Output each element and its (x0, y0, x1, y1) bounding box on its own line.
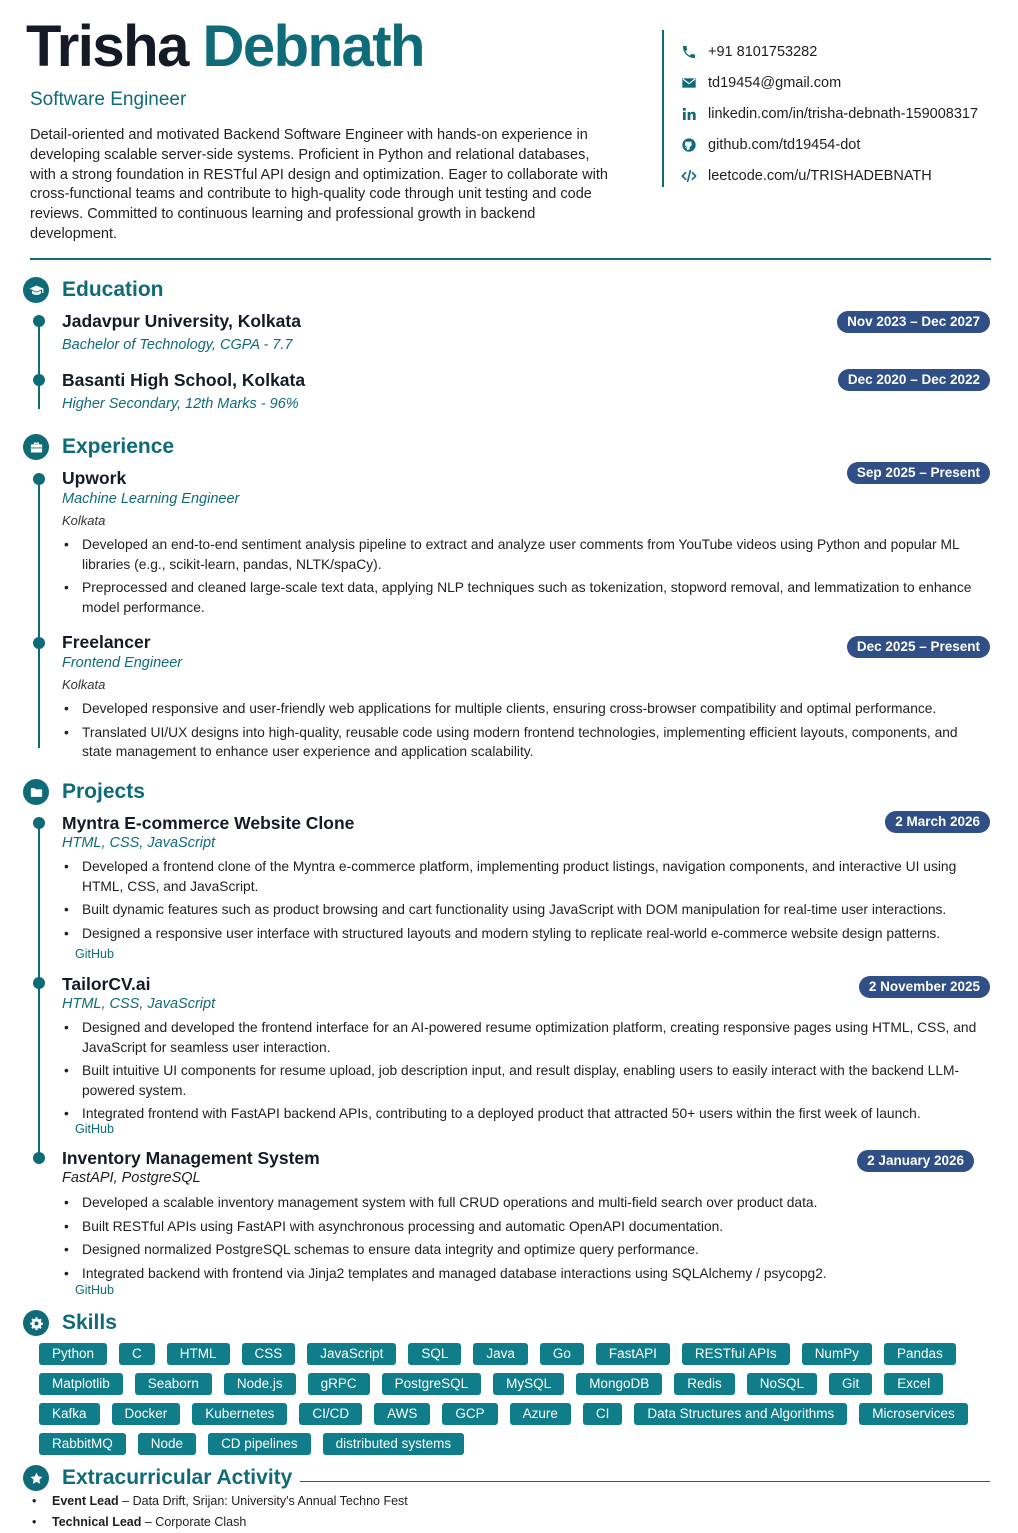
last-name: Debnath (202, 14, 424, 79)
activity-detail: – Data Drift, Srijan: University's Annual Techno Fest (118, 1494, 408, 1508)
list-item: • Integrated frontend with FastAPI backend APIs, contributing to a deployed product that attracted 50+ users within the first week of launch. (62, 1104, 978, 1124)
timeline-dot (33, 637, 45, 649)
date-badge: Dec 2020 – Dec 2022 (838, 369, 990, 391)
contact-email[interactable] (680, 67, 978, 98)
list-item: • Built intuitive UI components for resume upload, job description input, and result display, enabling users to easily interact with the backend LLM-powered system. (62, 1061, 978, 1100)
position-title: Machine Learning Engineer (62, 491, 240, 507)
skill-chip: FastAPI (596, 1343, 670, 1365)
skill-chip: Seaborn (135, 1373, 212, 1395)
section-rule (300, 1481, 990, 1482)
activity-role: Event Lead (52, 1494, 119, 1508)
project-tech: HTML, CSS, JavaScript (62, 835, 216, 851)
skill-chip: Kubernetes (192, 1403, 287, 1425)
school-name: Basanti High School, Kolkata (62, 370, 306, 390)
list-item: • Integrated backend with frontend via Jinja2 templates and managed database interactions using SQLAlchemy / psycopg2. (62, 1264, 978, 1284)
header-divider (662, 30, 664, 187)
timeline-line (38, 478, 40, 748)
briefcase-icon (23, 434, 49, 460)
folder-icon (23, 779, 49, 805)
company-name: Freelancer (62, 632, 151, 652)
list-item: • Built RESTful APIs using FastAPI with asynchronous processing and automatic OpenAPI documentation. (62, 1217, 978, 1237)
skill-chip: MongoDB (576, 1373, 662, 1395)
github-link[interactable]: GitHub (75, 1122, 114, 1136)
github-link[interactable]: GitHub (75, 947, 114, 961)
degree: Higher Secondary, 12th Marks - 96% (62, 396, 299, 412)
timeline-line (38, 321, 40, 409)
graduation-cap-icon (23, 277, 49, 303)
list-item: • Developed responsive and user-friendly web applications for multiple clients, ensuring cross-browser compatibility and optimal performance. (62, 699, 978, 719)
skill-chip: SQL (408, 1343, 461, 1365)
timeline-dot (33, 374, 45, 386)
contact-text: td19454@gmail.com (708, 74, 842, 91)
list-item: • Developed an end-to-end sentiment analysis pipeline to extract and analyze user comments from YouTube videos using Python and popular ML libraries (e.g., scikit-learn, pandas, NLTK/spaCy). (62, 535, 978, 574)
header-rule (30, 258, 991, 260)
linkedin-icon (680, 105, 697, 122)
timeline-dot (33, 1152, 45, 1164)
contact-github[interactable] (680, 129, 978, 160)
skill-chip: NoSQL (747, 1373, 817, 1395)
extracurricular-list (30, 1491, 408, 1533)
list-item (30, 1512, 408, 1533)
list-item: • Preprocessed and cleaned large-scale text data, applying NLP techniques such as tokenization, stopword removal, and lemmatization to enhance model performance. (62, 578, 978, 617)
first-name: Trisha (26, 14, 188, 79)
skill-chip: Python (39, 1343, 107, 1365)
timeline-line (38, 822, 40, 1158)
activity-detail: – Corporate Clash (141, 1515, 247, 1529)
skill-chip: MySQL (493, 1373, 564, 1395)
job-location: Kolkata (62, 677, 106, 692)
timeline-dot (33, 977, 45, 989)
job-role: Software Engineer (30, 89, 187, 110)
skill-chip: Java (473, 1343, 528, 1365)
list-item (30, 1491, 408, 1512)
skill-chip: GCP (442, 1403, 497, 1425)
skill-chip: C (119, 1343, 155, 1365)
bullet-list (62, 1018, 978, 1128)
section-title-skills: Skills (62, 1311, 117, 1334)
github-icon (680, 136, 697, 153)
skill-chip: Redis (674, 1373, 735, 1395)
list-item: • Designed a responsive user interface with structured layouts and modern styling to replicate real-world e-commerce website design patterns. (62, 924, 978, 944)
skill-chip: CI/CD (299, 1403, 362, 1425)
skill-chip: CI (583, 1403, 623, 1425)
project-name: TailorCV.ai (62, 974, 151, 994)
position-title: Frontend Engineer (62, 655, 183, 671)
list-item: • Developed a frontend clone of the Myntra e-commerce platform, implementing product listings, navigation components, and interactive UI using HTML, CSS, and JavaScript. (62, 857, 978, 896)
timeline-dot (33, 817, 45, 829)
date-badge: 2 January 2026 (857, 1150, 974, 1172)
skill-chip: CD pipelines (208, 1433, 311, 1455)
project-name: Myntra E-commerce Website Clone (62, 813, 355, 833)
skill-chip: HTML (167, 1343, 230, 1365)
activity-role: Technical Lead (52, 1515, 142, 1529)
timeline-dot (33, 473, 45, 485)
skill-chip: Excel (884, 1373, 943, 1395)
section-title-extracurricular: Extracurricular Activity (62, 1466, 293, 1489)
contact-text: leetcode.com/u/TRISHADEBNATH (708, 167, 932, 184)
skill-chip: RESTful APIs (682, 1343, 790, 1365)
section-title-experience: Experience (62, 435, 175, 458)
skill-chip: RabbitMQ (39, 1433, 126, 1455)
github-link[interactable]: GitHub (75, 1283, 114, 1297)
star-icon (23, 1465, 49, 1491)
skill-chip: Data Structures and Algorithms (634, 1403, 847, 1425)
list-item: • Designed and developed the frontend interface for an AI-powered resume optimization platform, creating responsive pages using HTML, CSS, and JavaScript for seamless user interaction. (62, 1018, 978, 1057)
skill-chip: gRPC (308, 1373, 370, 1395)
contact-linkedin[interactable] (680, 98, 978, 129)
skill-chip: NumPy (802, 1343, 872, 1365)
company-name: Upwork (62, 468, 127, 488)
skill-chip: Microservices (859, 1403, 968, 1425)
section-title-projects: Projects (62, 780, 145, 803)
skill-chip: PostgreSQL (382, 1373, 482, 1395)
contact-text: github.com/td19454-dot (708, 136, 861, 153)
gear-icon (23, 1310, 49, 1336)
list-item: • Translated UI/UX designs into high-quality, reusable code using modern frontend technologies, implementing efficient layouts, components, and state management to enhance user experience and application scalability. (62, 723, 978, 762)
contact-text: linkedin.com/in/trisha-debnath-159008317 (708, 105, 979, 122)
date-badge: 2 November 2025 (859, 976, 990, 998)
skill-chip: Kafka (39, 1403, 100, 1425)
skills-list (39, 1343, 999, 1455)
skill-chip: Node.js (224, 1373, 296, 1395)
contact-text: +91 8101753282 (708, 43, 818, 60)
skill-chip: Matplotlib (39, 1373, 123, 1395)
contact-list (680, 36, 978, 191)
bullet-list (62, 1193, 978, 1287)
list-item: • Designed normalized PostgreSQL schemas to ensure data integrity and optimize query performance. (62, 1240, 978, 1260)
date-badge: Sep 2025 – Present (847, 462, 990, 484)
skill-chip: Pandas (884, 1343, 956, 1365)
degree: Bachelor of Technology, CGPA - 7.7 (62, 337, 293, 353)
skill-chip: JavaScript (307, 1343, 396, 1365)
professional-summary: Detail-oriented and motivated Backend Software Engineer with hands-on experience in developing scalable server-side systems. Proficient in Python and relational databases, with a strong foundation in RESTful API design and optimization. Eager to collaborate with cross-functional teams and contribute to high-quality code through unit testing and code reviews. Committed to continuous learning and professional growth in backend development. (30, 127, 608, 242)
project-name: Inventory Management System (62, 1148, 320, 1168)
skill-chip: Go (540, 1343, 584, 1365)
job-location: Kolkata (62, 513, 106, 528)
skill-chip: Git (829, 1373, 872, 1395)
project-tech: HTML, CSS, JavaScript (62, 996, 216, 1012)
list-item: • Developed a scalable inventory management system with full CRUD operations and multi-field search over product data. (62, 1193, 978, 1213)
date-badge: Nov 2023 – Dec 2027 (837, 311, 990, 333)
skill-chip: Azure (510, 1403, 571, 1425)
phone-icon (680, 43, 697, 60)
date-badge: Dec 2025 – Present (847, 636, 990, 658)
contact-phone[interactable] (680, 36, 978, 67)
bullet-list (62, 699, 978, 766)
project-tech: FastAPI, PostgreSQL (62, 1170, 201, 1186)
skill-chip: Docker (112, 1403, 181, 1425)
bullet-list (62, 535, 978, 621)
date-badge: 2 March 2026 (885, 811, 990, 833)
timeline-dot (33, 315, 45, 327)
skill-chip: Node (138, 1433, 196, 1455)
skill-chip: AWS (374, 1403, 430, 1425)
school-name: Jadavpur University, Kolkata (62, 311, 301, 331)
candidate-name (26, 14, 424, 79)
contact-leetcode[interactable] (680, 160, 978, 191)
section-title-education: Education (62, 278, 164, 301)
email-icon (680, 74, 697, 91)
skill-chip: distributed systems (323, 1433, 465, 1455)
code-icon (680, 167, 697, 184)
skill-chip: CSS (242, 1343, 296, 1365)
list-item: • Built dynamic features such as product browsing and cart functionality using JavaScript with DOM manipulation for real-time user interactions. (62, 900, 978, 920)
bullet-list (62, 857, 978, 947)
